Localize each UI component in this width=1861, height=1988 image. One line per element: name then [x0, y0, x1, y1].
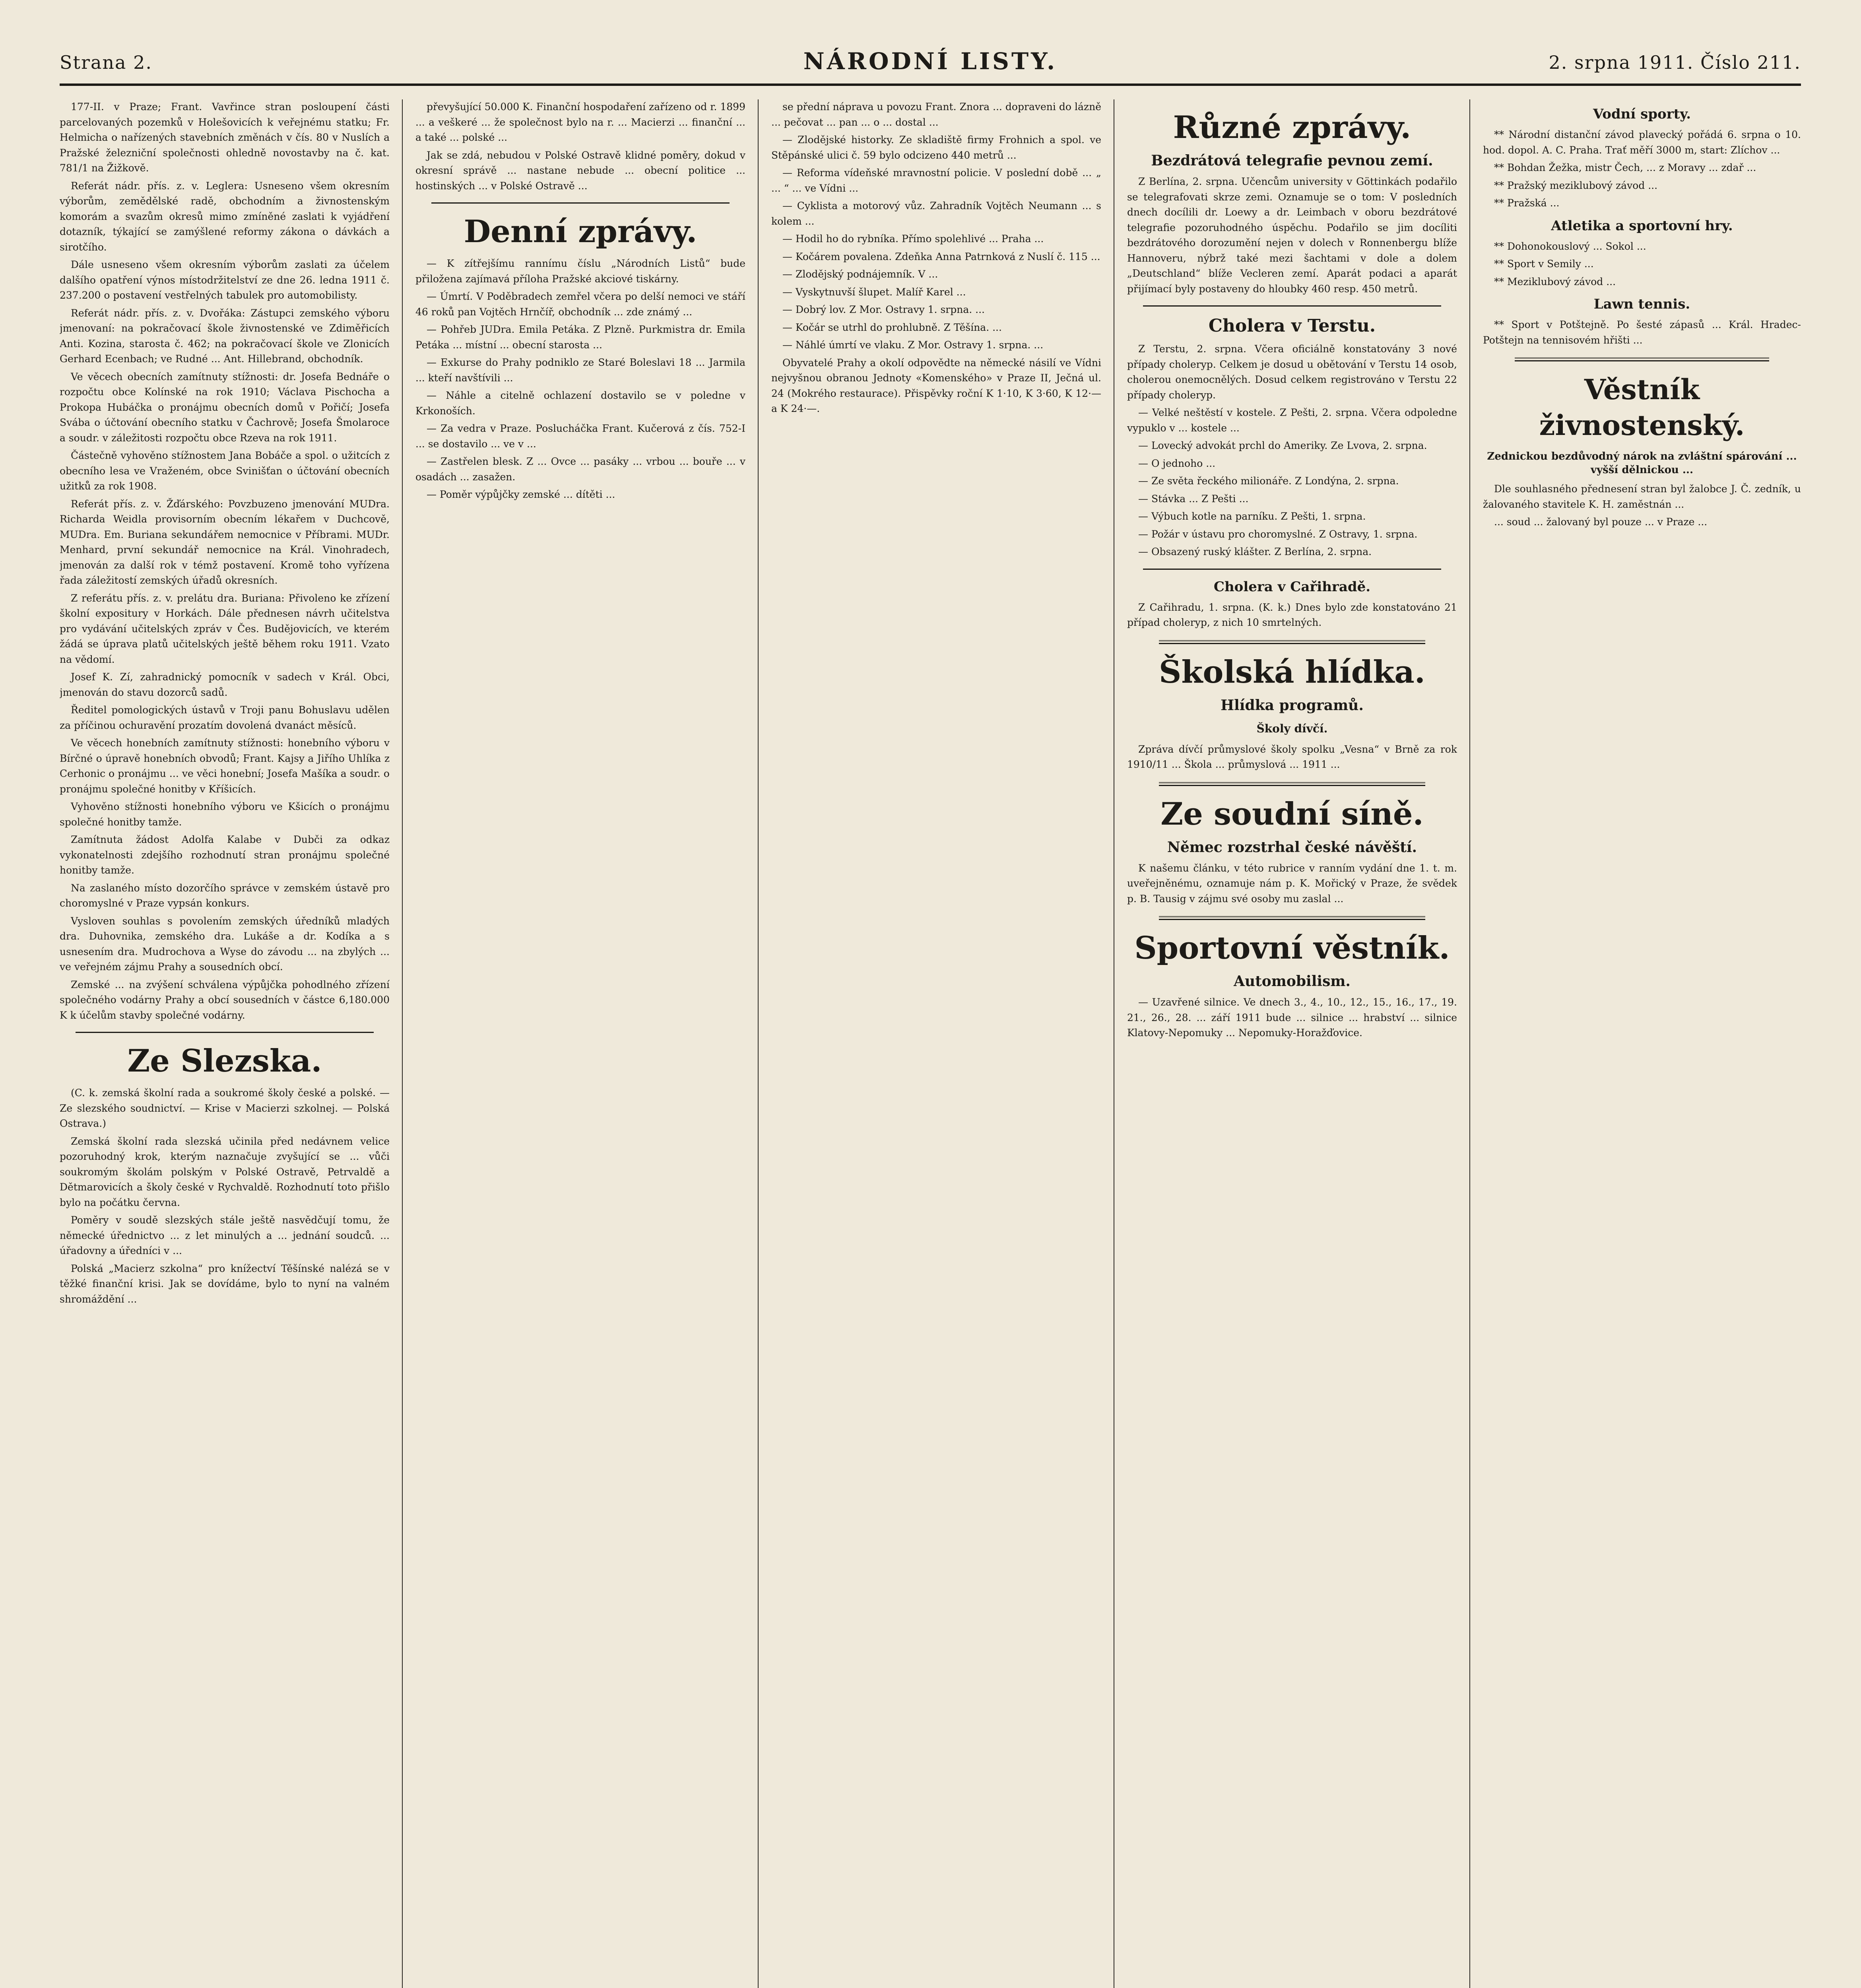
article-paragraph: — Zlodějské historky. Ze skladiště firmy Frohnich a spol. ve Stěpánské ulici č. 59 bylo odcizeno 440 metrů ...	[771, 134, 1101, 161]
article-paragraph: Referát přís. z. v. Žďárského: Povzbuzeno jmenování MUDra. Richarda Weidla provisorním obecním lékařem v Duchcově, MUDra. Em. Buriana sekundářem nemocnice v Příbrami. MUDr. Menhard, první sekundář nemocnice na Král. Vinohradech, jmenován za další rok v témž postavení. Kromě toho vyřízena řada záležitostí zemských úřadů okresních.	[60, 498, 390, 586]
col4-sec5-articles	[1127, 861, 1457, 907]
col4-sec3-articles	[1127, 600, 1457, 631]
subheading-skoly-divci: Školy dívčí.	[1256, 722, 1328, 735]
article-paragraph: Ve věcech honebních zamítnuty stížnosti: honebního výboru v Bírčné o úpravě honebních obvodů; Frant. Kajsy a Jiřího Uhlíka z Cerhonic o pronájmu ... ve věci honební; Josefa Mašíka a soudr. o pronájmu společné honitby v Kříšicích.	[60, 737, 390, 795]
col1-articles	[60, 99, 390, 1023]
subheading-zednicky: Zednickou bezdůvodný nárok na zvláštní spárování ... vyšší dělnickou ...	[1487, 450, 1797, 476]
article-paragraph: Ředitel pomologických ústavů v Troji panu Bohuslavu udělen za příčinou ochuravění prozatím dovolená dvanáct měsíců.	[60, 704, 390, 731]
section-title-vestnik-zivnostensky: Věstník živnostenský.	[1539, 373, 1745, 442]
article-paragraph: — Cyklista a motorový vůz. Zahradník Vojtěch Neumann ... s kolem ...	[771, 200, 1101, 227]
column-4	[1127, 99, 1457, 1988]
divider	[1159, 782, 1425, 786]
heading-cholera-terst: Cholera v Terstu.	[1208, 316, 1376, 336]
col5-sec3-articles	[1483, 317, 1801, 348]
divider	[1159, 640, 1425, 644]
article-paragraph: — Kočárem povalena. Zdeňka Anna Patrnková z Nuslí č. 115 ...	[782, 250, 1100, 262]
article-paragraph: se přední náprava u povozu Frant. Znora ... dopraveni do lázně ... pečovat ... pan ... o ... dostal ...	[771, 101, 1101, 128]
article-paragraph: Na zaslaného místo dozorčího správce v zemském ústavě pro choromyslné v Praze vypsán konkurs.	[60, 882, 390, 909]
article-paragraph: — Dobrý lov. Z Mor. Ostravy 1. srpna. ...	[782, 304, 985, 315]
article-paragraph: — Velké neštěstí v kostele. Z Pešti, 2. srpna. Včera odpoledne vypuklo v ... kostele ...	[1127, 407, 1457, 434]
article-paragraph: — Poměr výpůjčky zemské ... dítěti ...	[427, 489, 615, 500]
article-paragraph: ** Meziklubový závod ...	[1494, 276, 1616, 287]
article-paragraph: — Za vedra v Praze. Poslucháčka Frant. Kučerová z čís. 752-I ... se dostavilo ... ve v ...	[415, 423, 745, 450]
subheading-bezdratova: Bezdrátová telegrafie pevnou zemí.	[1151, 152, 1433, 169]
section-title-denni-zpravy: Denní zprávy.	[464, 214, 697, 250]
col2-section-articles	[415, 289, 745, 503]
col5-sec1-articles	[1483, 127, 1801, 211]
col4-sec4-articles	[1127, 742, 1457, 773]
heading-vodni-sporty: Vodní sporty.	[1593, 106, 1691, 122]
article-paragraph: K našemu článku, v této rubrice v ranním vydání dne 1. t. m. uveřejněnému, oznamuje nám p. K. Mořický v Praze, že svědek p. B. Tausig v zájmu své osoby mu zaslal ...	[1127, 862, 1457, 905]
article-paragraph: — Reforma vídeňské mravnostní policie. V poslední době ... „ ... “ ... ve Vídni ...	[771, 167, 1101, 194]
divider	[1159, 916, 1425, 920]
divider	[431, 202, 730, 204]
issue-date: 2. srpna 1911. Číslo 211.	[1549, 52, 1801, 73]
article-paragraph: — Vyskytnuvší šlupet. Malíř Karel ...	[782, 286, 966, 298]
article-paragraph: — Zastřelen blesk. Z ... Ovce ... pasáky ... vrbou ... bouře ... v osadách ... zasažen.	[415, 456, 745, 483]
section-title-ruzne-zpravy: Různé zprávy.	[1173, 109, 1411, 146]
col4-sec2-articles	[1127, 342, 1457, 560]
article-paragraph: Vysloven souhlas s povolením zemských úředníků mladých dra. Duhovnika, zemského dra. Lukáše a dr. Kodíka a s usnesením dra. Mudrochova a Wyse do závodu ... na zbylých ... ve veřejném zájmu Prahy a sousedních obcí.	[60, 915, 390, 973]
article-paragraph: — Zlodějský podnájemník. V ...	[782, 268, 938, 280]
article-paragraph: — Hodil ho do rybníka. Přímo spolehlivé ... Praha ...	[782, 233, 1044, 245]
column-rule	[402, 99, 403, 1988]
lead-paragraph: — K zítřejšímu rannímu číslu „Národních Listů“ bude přiložena zajímavá příloha Pražské akciové tiskárny.	[415, 258, 745, 285]
article-paragraph: — Uzavřené silnice. Ve dnech 3., 4., 10., 12., 15., 16., 17., 19. 21., 26., 28. ... září 1911 bude ... silnice ... hrabství ... silnice Klatovy-Nepomuky ... Nepomuky-Horažďovice.	[1127, 996, 1457, 1039]
article-paragraph: — Pohřeb JUDra. Emila Petáka. Z Plzně. Purkmistra dr. Emila Petáka ... místní ... obecní starosta ...	[415, 324, 745, 351]
subheading-automobilism: Automobilism.	[1234, 973, 1351, 990]
column-5	[1483, 99, 1801, 1988]
article-paragraph: Referát nádr. přís. z. v. Leglera: Usneseno všem okresním výborům, zemědělské radě, obchodním a živnostenským komorám a svazům okresů mimo zmíněné zaslati k vyjádření dotazník, týkající se zamýšlené reformy zákona o dávkách a sirotčího.	[60, 180, 390, 253]
article-paragraph: Jak se zdá, nebudou v Polské Ostravě klidné poměry, dokud v okresní správě ... nastane nebude ... obecní politice ... hostinských ... v Polské Ostravě ...	[415, 149, 745, 192]
article-paragraph: Zpráva dívčí průmyslové školy spolku „Vesna“ v Brně za rok 1910/11 ... Škola ... průmyslová ... 1911 ...	[1127, 743, 1457, 770]
article-paragraph: Poměry v soudě slezských stále ještě nasvědčují tomu, že německé úřednictvo ... z let minulých a ... jednání soudců. ... úřadovny a úředníci v ...	[60, 1214, 390, 1256]
article-paragraph: Referát nádr. přís. z. v. Dvořáka: Zástupci zemského výboru jmenovaní: na pokračovací škole živnostenské ve Zdiměřicích Anti. Kozina, starosta č. 462; na pokračovací škole ve Zlonicích Gerhard Ecenbach; ve Rudné ... Ant. Hillebrand, obchodník.	[60, 307, 390, 365]
column-rule	[1469, 99, 1470, 1988]
section-title-skolska-hlidka: Školská hlídka.	[1159, 654, 1425, 690]
article-paragraph: Ve věcech obecních zamítnuty stížnosti: dr. Josefa Bednáře o rozpočtu obce Kolínské na rok 1910; Václava Pischocha a Prokopa Hubáčka o pronájmu obecních domů v Pořičí; Josefa Svába o účtování obecního statku v Čachrově; Josefa Šmolaroce a soudr. v záležitosti rozpočtu obce Rzeva na rok 1911.	[60, 371, 390, 444]
article-paragraph: Dle souhlasného přednesení stran byl žalobce J. Č. zedník, u žalovaného stavitele K. H. zaměstnán ...	[1483, 483, 1801, 510]
article-paragraph: ... soud ... žalovaný byl pouze ... v Praze ...	[1494, 516, 1708, 528]
page-number: Strana 2.	[60, 52, 152, 73]
article-paragraph: Dále usneseno všem okresním výborům zaslati za účelem dalšího opatření výnos místodržitelství ze dne 26. ledna 1911 č. 237.200 o postavení vestřelných tabulek pro automobilisty.	[60, 259, 390, 301]
article-paragraph: Vyhověno stížnosti honebního výboru ve Kšicích o pronájmu společné honitby tamže.	[60, 801, 390, 828]
article-paragraph: — Exkurse do Prahy podniklo ze Staré Boleslavi 18 ... Jarmila ... kteří navštívili ...	[415, 357, 745, 384]
article-paragraph: ** Národní distanční závod plavecký pořádá 6. srpna o 10. hod. dopol. A. C. Praha. Trať měří 3000 m, start: Zlíchov ...	[1483, 129, 1801, 156]
section-title-ze-slezska: Ze Slezska.	[127, 1043, 322, 1079]
article-paragraph: — O jednoho ...	[1138, 457, 1216, 469]
article-paragraph: Z Berlína, 2. srpna. Učencům university v Göttinkách podařilo se telegrafovati skrze zemi. Oznamuje se o tom: V posledních dnech docílili dr. Loewy a dr. Leimbach v oboru bezdrátové telegrafie pozoruhodného úspěchu. Podařilo se jim docíliti bezdrátového dorozumění nejen v dolech v Ronnenbergu blíže Hannoveru, nýbrž také mezi šachtami v dole a dolem „Deutschland“ blíže Vecleren zemí. Aparát podaci a aparát přijímací byly postaveny do hloubky 460 resp. 450 metrů.	[1127, 176, 1457, 295]
col4-sec1-articles	[1127, 174, 1457, 297]
article-paragraph: — Náhlé úmrtí ve vlaku. Z Mor. Ostravy 1. srpna. ...	[782, 339, 1044, 351]
article-paragraph: — Stávka ... Z Pešti ...	[1138, 493, 1249, 505]
column-rule	[758, 99, 759, 1988]
column-3	[771, 99, 1101, 1988]
article-paragraph: — Výbuch kotle na parníku. Z Pešti, 1. srpna.	[1138, 511, 1366, 522]
article-paragraph: 177-II. v Praze; Frant. Vavřince stran posloupení části parcelovaných pozemků v Holešovicích k veřejnému statku; Fr. Helmicha o nařízených stavebních změnách v čís. 80 v Nuslích a Pražské železniční společnosti ohledně novostavby na č. kat. 781/1 na Žižkově.	[60, 101, 390, 174]
article-paragraph: ** Sport v Potštejně. Po šesté zápasů ... Král. Hradec-Potštejn na tennisovém hřišti ...	[1483, 319, 1801, 346]
col5-sec2-articles	[1483, 239, 1801, 290]
article-paragraph: (C. k. zemská školní rada a soukromé školy české a polské. — Ze slezského soudnictví. — Krise v Macierzi szkolnej. — Polská Ostrava.)	[60, 1087, 390, 1129]
article-paragraph: — Požár v ústavu pro choromyslné. Z Ostravy, 1. srpna.	[1138, 528, 1418, 540]
newspaper-title: NÁRODNÍ LISTY.	[803, 48, 1058, 75]
subheading-hlidka-programu: Hlídka programů.	[1221, 697, 1364, 714]
divider	[1143, 305, 1441, 307]
article-paragraph: Z Cařihradu, 1. srpna. (K. k.) Dnes bylo zde konstatováno 21 případ choleryp, z nich 10 smrtelných.	[1127, 601, 1457, 628]
article-paragraph: — Náhle a citelně ochlazení dostavilo se v poledne v Krkonoších.	[415, 390, 745, 417]
article-paragraph: — Obsazený ruský klášter. Z Berlína, 2. srpna.	[1138, 546, 1372, 557]
masthead	[60, 48, 1801, 86]
col1-section-articles	[60, 1085, 390, 1307]
article-paragraph: Polská „Macierz szkolna“ pro knížectví Těšínské nalézá se v těžké finanční krisi. Jak se dovídáme, bylo to nyní na valném shromáždění ...	[60, 1262, 390, 1305]
article-paragraph: ** Sport v Semily ...	[1494, 258, 1594, 270]
article-paragraph: Částečně vyhověno stížnostem Jana Bobáče a spol. o užitcích z obecního lesa ve Vraženém, obce Svinišťan o účtování obecních užitků za rok 1908.	[60, 450, 390, 492]
article-paragraph: — Úmrtí. V Poděbradech zemřel včera po delší nemoci ve stáří 46 roků pan Vojtěch Hrnčíř, obchodník ... zde známý ...	[415, 291, 745, 318]
divider	[1515, 357, 1769, 361]
column-1	[60, 99, 390, 1988]
article-paragraph: Z Terstu, 2. srpna. Včera oficiálně konstatovány 3 nové případy choleryp. Celkem je dosud u obětování v Terstu 14 osob, cholerou onemocnělých. Dosud celkem registrováno v Terstu 22 případy choleryp.	[1127, 343, 1457, 401]
article-paragraph: ** Bohdan Žežka, mistr Čech, ... z Moravy ... zdař ...	[1494, 162, 1756, 173]
article-paragraph: Zemská školní rada slezská učinila před nedávnem velice pozoruhodný krok, kterým naznačuje zvyšující se ... vůči soukromým školám polským v Polské Ostravě, Petrvaldě a Dětmarovicích a školy české v Rychvaldě. Rozhodnutí toto přišlo bylo na počátku června.	[60, 1135, 390, 1208]
article-paragraph: — Lovecký advokát prchl do Ameriky. Ze Lvova, 2. srpna.	[1138, 440, 1427, 451]
divider	[76, 1032, 374, 1033]
section-title-ze-soudni-sine: Ze soudní síně.	[1160, 796, 1424, 832]
article-paragraph: Josef K. Zí, zahradnický pomocník v sadech v Král. Obci, jmenován do stavu dozorců sadů.	[60, 671, 390, 698]
col3-articles	[771, 99, 1101, 417]
article-paragraph: ** Pražská ...	[1494, 197, 1560, 209]
article-paragraph: Zemské ... na zvýšení schválena výpůjčka pohodlného zřízení společného vodárny Prahy a obcí sousedních v částce 6,180.000 K k účelům stavby společné vodárny.	[60, 978, 390, 1021]
section-title-sportovni-vestnik: Sportovní věstník.	[1134, 930, 1450, 966]
heading-lawn-tennis: Lawn tennis.	[1593, 296, 1690, 312]
article-paragraph: ** Pražský meziklubový závod ...	[1494, 179, 1658, 191]
subheading-nemec: Němec rozstrhal české návěští.	[1167, 839, 1417, 856]
article-paragraph: — Kočár se utrhl do prohlubně. Z Těšína. ...	[782, 321, 1002, 333]
column-2	[415, 99, 745, 1988]
col4-sec6-articles	[1127, 995, 1457, 1041]
divider	[1143, 569, 1441, 570]
heading-atletika: Atletika a sportovní hry.	[1551, 217, 1733, 234]
article-paragraph: Z referátu přís. z. v. prelátu dra. Buriana: Přivoleno ke zřízení školní expositury v Horkách. Dále přednesen návrh učitelstva pro vydávání učitelských zpráv v Čes. Budějovicích, ve kterém žádá se úprava platů učitelských ještě během roku 1911. Vzato na vědomí.	[60, 592, 390, 665]
article-paragraph: — Ze světa řeckého milionáře. Z Londýna, 2. srpna.	[1138, 475, 1399, 487]
heading-cholera-carihrad: Cholera v Cařihradě.	[1213, 579, 1371, 595]
article-paragraph: ** Dohonokouslový ... Sokol ...	[1494, 240, 1646, 252]
article-paragraph: převyšující 50.000 K. Finanční hospodaření zařízeno od r. 1899 ... a veškeré ... že společnost bylo na r. ... Macierzi ... finanční ... a také ... polské ...	[415, 101, 745, 143]
col5-sec4-articles	[1483, 481, 1801, 530]
article-paragraph: Zamítnuta žádost Adolfa Kalabe v Dubči za odkaz vykonatelnosti zdejšího rozhodnutí stran pronájmu společné honitby tamže.	[60, 834, 390, 876]
article-paragraph: Obyvatelé Prahy a okolí odpovědte na německé násilí ve Vídni nejvyšnou obranou Jednoty «Komenského» v Praze II, Ječná ul. 24 (Mokrého restaurace). Přispěvky roční K 1·10, K 3·60, K 12·— a K 24·—.	[771, 357, 1101, 414]
col2-articles	[415, 99, 745, 194]
